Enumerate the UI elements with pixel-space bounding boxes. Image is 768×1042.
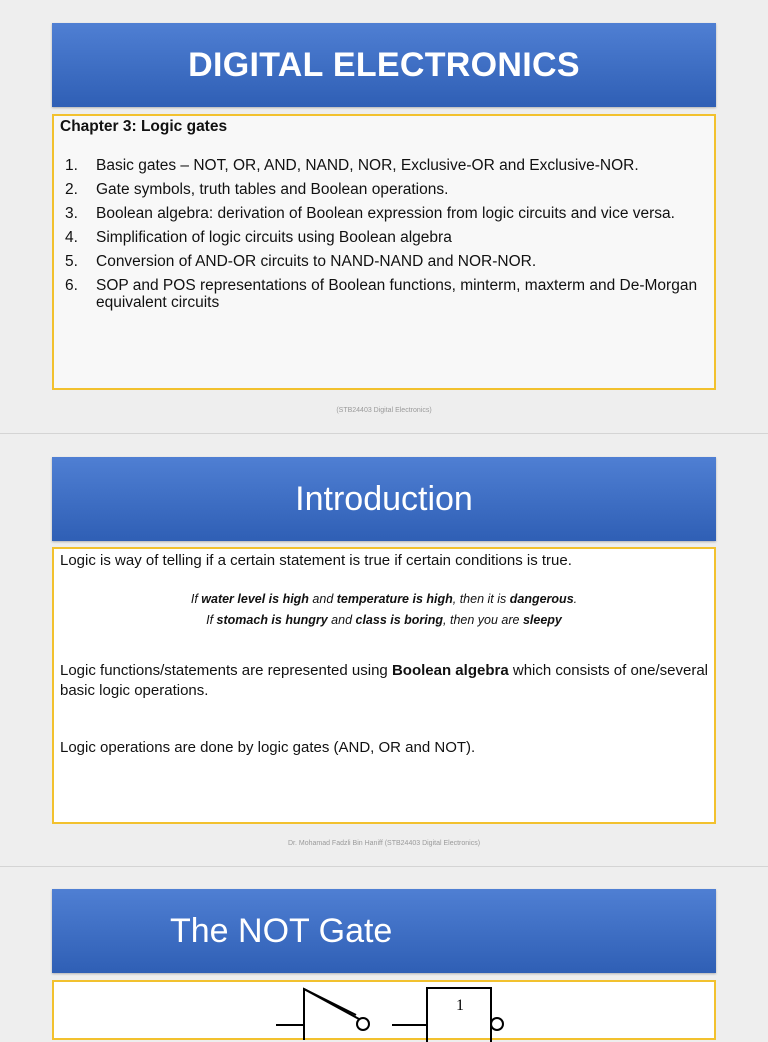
slide-3-title: The NOT Gate xyxy=(170,911,393,950)
topic-item xyxy=(60,205,714,222)
topic-item xyxy=(60,253,714,270)
slide-2-title: Introduction xyxy=(295,479,473,518)
slide-1 xyxy=(0,0,768,433)
not-gate-symbols xyxy=(54,982,714,1042)
topic-text: Simplification of logic circuits using Boolean algebra xyxy=(96,229,452,246)
topic-text: Gate symbols, truth tables and Boolean operations. xyxy=(96,181,449,198)
topic-number: 4. xyxy=(65,229,78,246)
iec-not-gate-symbol xyxy=(392,988,503,1042)
slide-2-title-bar xyxy=(52,457,716,541)
topic-text: SOP and POS representations of Boolean functions, minterm, maxterm and De-Morgan equivalent circuits xyxy=(96,277,698,311)
topic-item xyxy=(60,157,714,174)
topic-number: 1. xyxy=(65,157,78,174)
topic-text: Conversion of AND-OR circuits to NAND-NAND and NOR-NOR. xyxy=(96,253,537,270)
topics-box xyxy=(52,114,716,390)
topic-item xyxy=(60,181,714,198)
topic-number: 6. xyxy=(65,277,78,294)
topic-text: Boolean algebra: derivation of Boolean expression from logic circuits and vice versa. xyxy=(96,205,675,222)
topic-item xyxy=(60,277,714,311)
intro-box xyxy=(52,547,716,824)
slide-1-title: DIGITAL ELECTRONICS xyxy=(188,45,580,84)
slide-3 xyxy=(0,867,768,1024)
not-gate-box xyxy=(52,980,716,1040)
topics-list xyxy=(60,157,714,311)
topic-number: 5. xyxy=(65,253,78,270)
example-1: If water level is high and temperature is high, then it is dangerous. xyxy=(190,592,578,606)
slide-1-footer: (STB24403 Digital Electronics) xyxy=(336,407,432,414)
ansi-not-gate-symbol xyxy=(276,989,369,1040)
intro-paragraph-3: Logic operations are done by logic gates (AND, OR and NOT). xyxy=(60,739,476,756)
topic-number: 2. xyxy=(65,181,78,198)
slide-2 xyxy=(0,434,768,866)
slide-3-title-bar xyxy=(52,889,716,973)
slide-1-title-bar xyxy=(52,23,716,107)
intro-paragraph-2: Logic functions/statements are represented using Boolean algebra which consists of one/several basic logic operations. xyxy=(60,662,708,699)
intro-line-1: Logic is way of telling if a certain statement is true if certain conditions is true. xyxy=(60,552,572,569)
iec-label: 1 xyxy=(456,997,464,1014)
example-2: If stomach is hungry and class is boring, then you are sleepy xyxy=(206,613,562,627)
slide-2-footer: Dr. Mohamad Fadzli Bin Haniff (STB24403 Digital Electronics) xyxy=(287,840,481,847)
topic-text: Basic gates – NOT, OR, AND, NAND, NOR, Exclusive-OR and Exclusive-NOR. xyxy=(96,157,639,174)
topic-item xyxy=(60,229,714,246)
chapter-heading: Chapter 3: Logic gates xyxy=(60,118,228,135)
topic-number: 3. xyxy=(65,205,78,222)
